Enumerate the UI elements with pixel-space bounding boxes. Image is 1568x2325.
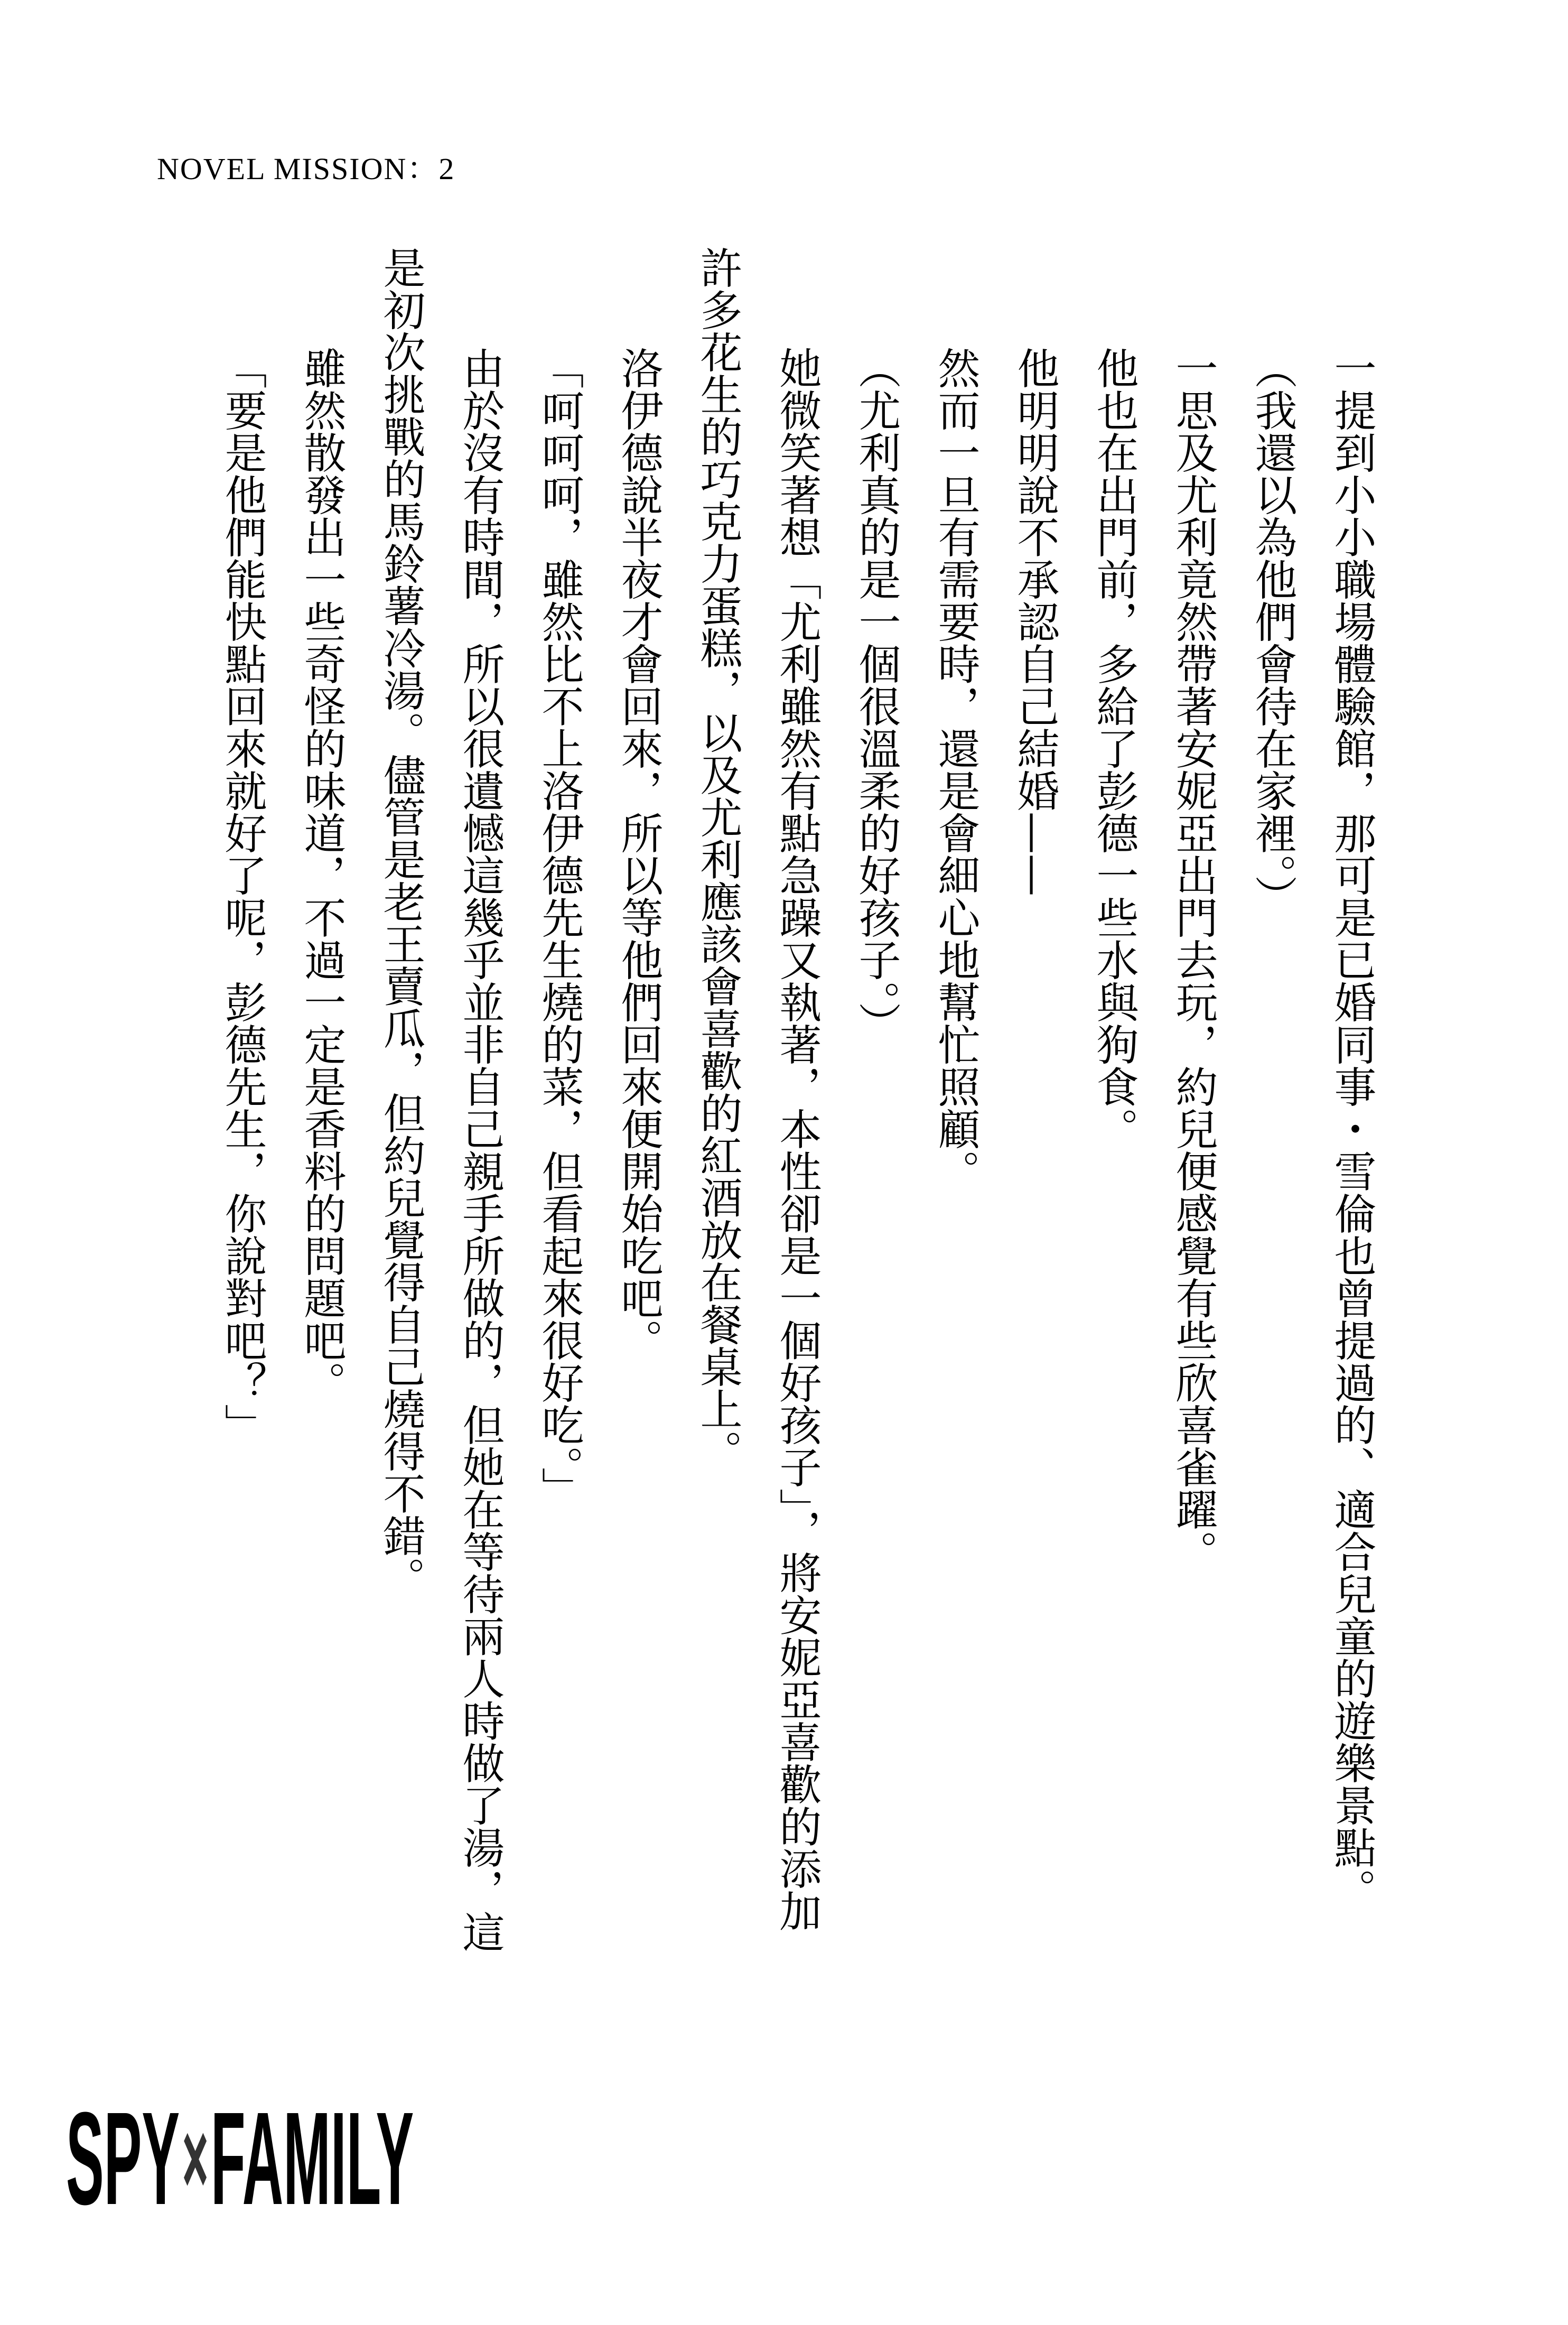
text-column: （尤利真的是一個很溫柔的好孩子。） — [852, 347, 901, 1044]
paragraph — [1233, 246, 1312, 1990]
paragraph — [1074, 246, 1153, 1990]
text-column: 是初次挑戰的馬鈴薯冷湯。儘管是老王賣瓜，但約兒覺得自己燒得不錯。 — [376, 246, 425, 1599]
text-column: 由於沒有時間，所以很遺憾這幾乎並非自己親手所做的，但她在等待兩人時做了湯，這 — [455, 347, 505, 1953]
text-column: 一思及尤利竟然帶著安妮亞出門去玩，約兒便感覺有些欣喜雀躍。 — [1169, 347, 1218, 1573]
paragraph — [202, 246, 282, 1990]
text-column: （我還以為他們會待在家裡。） — [1248, 347, 1297, 917]
spy-family-logo — [66, 2085, 414, 2232]
paragraph — [678, 246, 836, 1990]
text-column: 然而一旦有需要時，還是會細心地幫忙照顧。 — [931, 347, 980, 1192]
text-column: 他明明說不承認自己結婚—— — [1010, 347, 1059, 896]
paragraph — [361, 246, 519, 1990]
text-column: 洛伊德說半夜才會回來，所以等他們回來便開始吃吧。 — [614, 347, 663, 1361]
logo-text-family: FAMILY — [210, 2085, 414, 2232]
text-column: 一提到小小職場體驗館，那可是已婚同事・雪倫也曾提過的、適合兒童的遊樂景點。 — [1327, 347, 1376, 1911]
text-column: 雖然散發出一些奇怪的味道，不過一定是香料的問題吧。 — [297, 347, 346, 1403]
text-column: 她微笑著想「尤利雖然有點急躁又執著，本性卻是一個好孩子」，將安妮亞喜歡的添加 — [772, 347, 822, 1932]
logo-text-spy: SPY — [66, 2085, 180, 2232]
vertical-body-text — [202, 246, 1391, 1990]
paragraph — [916, 246, 995, 1990]
paragraph — [995, 246, 1074, 1990]
text-column: 他也在出門前，多給了彭德一些水與狗食。 — [1089, 347, 1138, 1150]
paragraph — [519, 246, 599, 1990]
paragraph — [1312, 246, 1391, 1990]
paragraph — [599, 246, 678, 1990]
page-header: NOVEL MISSION：2 — [157, 152, 455, 186]
paragraph — [282, 246, 361, 1990]
logo-cross-icon: × — [182, 2099, 209, 2217]
text-column: 「呵呵呵，雖然比不上洛伊德先生燒的菜，但看起來很好吃。」 — [535, 347, 584, 1509]
text-column: 「要是他們能快點回來就好了呢，彭德先生，你說對吧？」 — [218, 347, 267, 1446]
text-column: 許多花生的巧克力蛋糕，以及尤利應該會喜歡的紅酒放在餐桌上。 — [693, 246, 742, 1472]
paragraph — [1153, 246, 1233, 1990]
paragraph — [836, 246, 916, 1990]
